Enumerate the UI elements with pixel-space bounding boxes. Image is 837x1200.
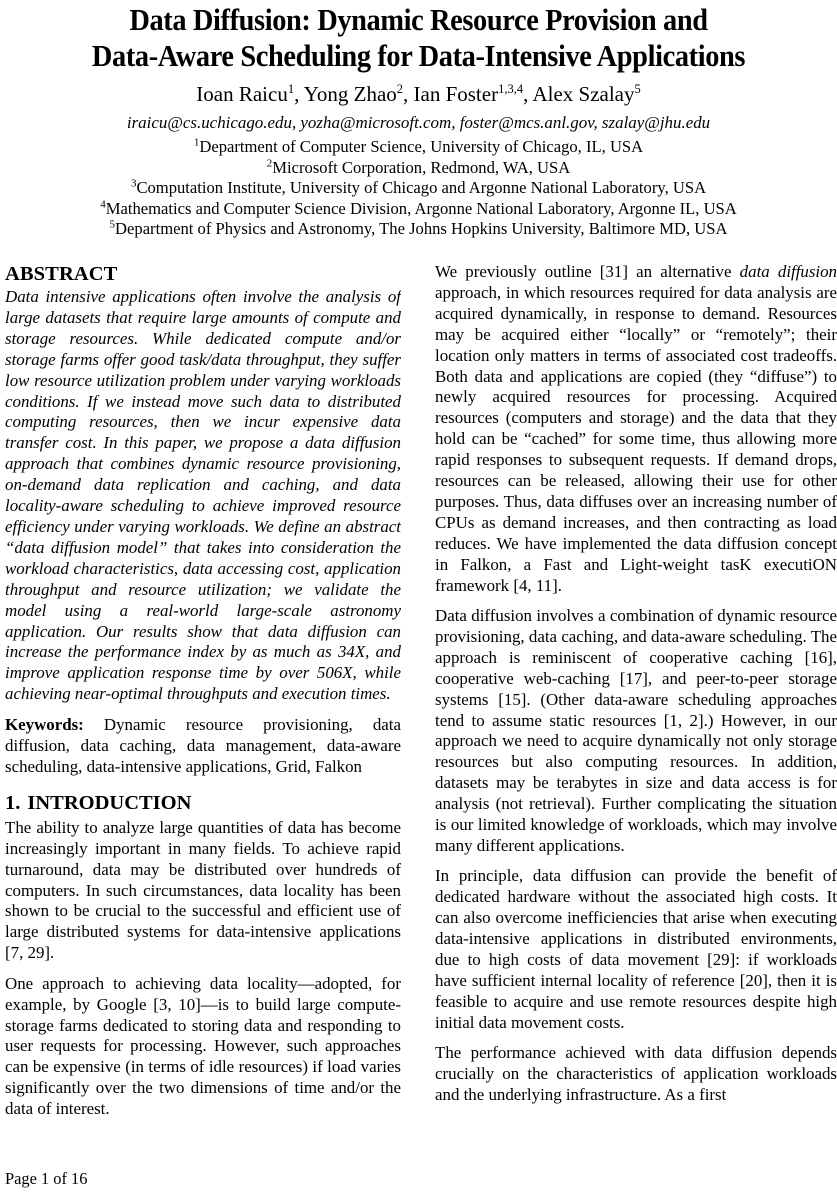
affiliation-5-marker: 5 [109, 218, 116, 231]
right-paragraph-2: Data diffusion involves a combination of dynamic resource provisioning, data caching, and data-aware scheduling. The approach is reminiscent of cooperative caching [16], cooperative web-caching [17], and peer-to-peer storage systems [15]. (Other data-aware scheduling approaches tend to assume static resources [1, 2].) However, in our approach we need to acquire dynamically not only storage resources but also computing resources. In addition, datasets may be terabytes in size and data access is for analysis (not retrieval). Further complicating the situation is our limited knowledge of workloads, which may involve many different applications. [435, 606, 837, 855]
author-1-name: Ioan Raicu [196, 82, 288, 106]
author-list: Ioan Raicu$^1$, Yong Zhao$^2$, Ian Foster$^{1,3,4}$, Alex Szalay$^5$ [196, 82, 641, 106]
affiliation-1-marker: 1 [193, 136, 200, 149]
introduction-heading [5, 791, 401, 816]
affiliation-1 [28, 137, 809, 158]
introduction-number: 1. [5, 791, 21, 814]
affiliation-2-marker: 2 [266, 157, 273, 170]
author-1-affiliation-marker: 1 [287, 82, 295, 96]
right-paragraph-1-rest: approach, in which resources required for data analysis are acquired dynamically, in response to demand. Resources may be acquired either “locally” or “remotely”; their location only matters in terms of associated cost tradeoffs. Both data and applications are copied (they “diffuse”) to newly acquired resources for processing. Acquired resources (computers and storage) and the data that they hold can be “cached” for some time, thus allowing more rapid responses to subsequent requests. If demand drops, resources can be released, allowing their use for other purposes. Thus, data diffuses over an increasing number of CPUs as demand increases, and then contracting as load reduces. We have implemented the data diffusion concept in Falkon, a Fast and Light-weight tasK executiON framework [4, 11]. [435, 282, 837, 595]
abstract-text: Data intensive applications often involve the analysis of large datasets that require large amounts of compute and storage resources. While dedicated compute and/or storage farms offer good task/data throughput, they suffer low resource utilization problem under varying workloads conditions. If we instead move such data to distributed computing resources, then we incur expensive data transfer cost. In this paper, we propose a data diffusion approach that combines dynamic resource provisioning, on-demand data replication and caching, and data locality-aware scheduling to achieve improved resource efficiency under varying workloads. We define an abstract “data diffusion model” that takes into consideration the workload characteristics, data accessing cost, application throughput and resource utilization; we validate the model using a real-world large-scale astronomy application. Our results show that data diffusion can increase the performance index by as much as 34X, and improve application response time by over 506X, while achieving near-optimal throughputs and execution times. [5, 287, 401, 704]
body-columns [5, 262, 837, 1162]
right-paragraph-1-lead: We previously outline [31] an alternative [435, 262, 740, 281]
right-paragraph-1 [435, 262, 837, 597]
affiliation-list [28, 137, 809, 240]
author-3-affiliation-marker: 1,3,4 [498, 82, 524, 96]
data-diffusion-emphasis: data diffusion [739, 262, 837, 281]
page-footer: Page 1 of 16 [5, 1169, 88, 1188]
affiliation-4-text: Mathematics and Computer Science Division, Argonne National Laboratory, Argonne IL, USA [105, 198, 737, 218]
author-2-affiliation-marker: 2 [396, 82, 404, 96]
affiliation-3-marker: 3 [130, 177, 137, 190]
introduction-paragraph-1: The ability to analyze large quantities of data has become increasingly important in many fields. To achieve rapid turnaround, data may be distributed over hundreds of computers. In such circumstances, data locality has been shown to be crucial to the successful and efficient use of large distributed systems for data-intensive applications [7, 29]. [5, 817, 401, 963]
keywords-paragraph [5, 715, 401, 778]
affiliation-5 [28, 219, 809, 240]
affiliation-4-marker: 4 [100, 198, 106, 211]
affiliation-1-text: Department of Computer Science, University of Chicago, IL, USA [199, 137, 644, 156]
page-title-line-2: Data-Aware Scheduling for Data-Intensive Applications [91, 39, 746, 73]
author-3-name: Ian Foster [413, 82, 499, 106]
affiliation-4 [28, 199, 809, 220]
author-4-name: Alex Szalay [532, 82, 635, 106]
page-title-line-1: Data Diffusion: Dynamic Resource Provision and [129, 3, 708, 37]
keywords-label: Keywords: [5, 715, 84, 735]
introduction-heading-text: INTRODUCTION [27, 791, 192, 814]
paper-header [0, 0, 837, 240]
affiliation-3 [28, 178, 809, 199]
abstract-heading: ABSTRACT [5, 263, 118, 285]
left-column [5, 262, 401, 1162]
author-2-name: Yong Zhao [303, 82, 397, 106]
author-4-affiliation-marker: 5 [634, 82, 641, 96]
affiliation-3-text: Computation Institute, University of Chicago and Argonne National Laboratory, USA [136, 178, 707, 198]
affiliation-2-text: Microsoft Corporation, Redmond, WA, USA [272, 157, 571, 177]
affiliation-5-text: Department of Physics and Astronomy, The Johns Hopkins University, Baltimore MD, USA [115, 219, 728, 239]
keywords-text: Dynamic resource provisioning, data diffusion, data caching, data management, data-aware scheduling, data-intensive applications, Grid, Falkon [5, 715, 401, 776]
right-column [435, 262, 837, 1162]
right-paragraph-4: The performance achieved with data diffusion depends crucially on the characteristics of application workloads and the underlying infrastructure. As a first [435, 1043, 837, 1104]
right-paragraph-3: In principle, data diffusion can provide the benefit of dedicated hardware without the associated high costs. It can also overcome inefficiencies that arise when executing data-intensive applications in distributed environments, due to high costs of data movement [29]: if workloads have sufficient internal locality of reference [20], then it is feasible to acquire and use remote resources despite high initial data movement costs. [435, 866, 837, 1032]
affiliation-2 [28, 158, 809, 179]
author-emails: iraicu@cs.uchicago.edu, yozha@microsoft.com, foster@mcs.anl.gov, szalay@jhu.edu [126, 113, 711, 132]
introduction-paragraph-2: One approach to achieving data locality—adopted, for example, by Google [3, 10]—is to build large compute-storage farms dedicated to storing data and responding to user requests for processing. However, such approaches can be expensive (in terms of idle resources) if load varies significantly over the two dimensions of time and/or the data of interest. [5, 973, 401, 1119]
